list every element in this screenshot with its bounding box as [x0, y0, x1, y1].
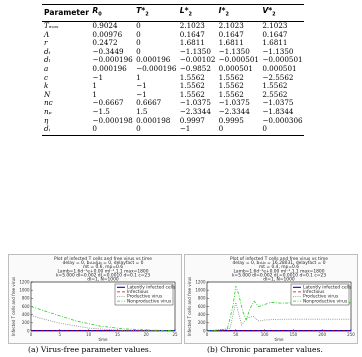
x-tick-label: 100	[260, 332, 269, 337]
table-cell: 0.6667	[136, 98, 162, 108]
table-cell: −1.5	[92, 107, 110, 117]
header-cell: $L*_2$	[178, 5, 217, 22]
table-cell: 1.5562	[218, 81, 244, 91]
legend-entry: Infectious	[127, 290, 149, 296]
table-cell: −1	[178, 125, 217, 135]
table-cell: −0.000501	[218, 55, 259, 65]
table-cell: 0.00976	[92, 29, 123, 39]
table-cell: −1	[136, 81, 147, 91]
table-cell: 0.1647	[262, 29, 288, 39]
chart-title-line: mt = 0.6, mp=0.6	[83, 265, 123, 271]
table-row	[42, 125, 304, 135]
legend-entry: Productive virus	[303, 294, 339, 300]
chart-title-line: k=5.000 dl=0.002 dL=0.0010 d=0.1 c=23	[231, 273, 327, 279]
legend-entry: Nonproductive virus	[127, 299, 172, 305]
table-cell: −1.1350	[262, 46, 294, 56]
table-cell: −1.1350	[179, 46, 211, 56]
table-cell: 1.5562	[179, 72, 205, 82]
table-cell: 0.000198	[136, 115, 171, 125]
table-cell: −0.6667	[92, 98, 124, 108]
y-tick-label: 0	[26, 328, 30, 334]
chart-title-line: Plot of infected T cells and free virus vs time	[54, 257, 152, 262]
chart-panel-virus-free	[8, 254, 182, 344]
table-cell: 0.1647	[218, 29, 244, 39]
table-cell: −0.000198	[92, 115, 133, 125]
table-cell: −0.000196	[92, 55, 133, 65]
parameter-name: a	[44, 64, 49, 74]
y-axis-label: Infected T cells and free virus	[11, 276, 16, 337]
table-cell: −2.5562	[262, 72, 294, 82]
header-cell: $R_0$	[90, 5, 134, 22]
x-tick-label: 250	[347, 332, 355, 337]
chart-chronic	[185, 255, 357, 343]
y-tick-label: 400	[21, 312, 30, 318]
table-cell: 1	[92, 89, 97, 99]
caption-chronic: (b) Chronic parameter values.	[207, 345, 323, 354]
table-cell: 0	[136, 21, 141, 31]
parameter-name: nᴄ	[44, 98, 53, 108]
chart-title-line: Lamb=1.6d⁻¹e+0.00 ml⁻¹,1.1 max=1800	[57, 269, 149, 275]
x-axis-label: time	[98, 337, 108, 342]
table-cell: −1.0375	[262, 98, 294, 108]
table-cell: −0.000306	[262, 115, 303, 125]
y-tick-label: 1000	[19, 287, 30, 293]
table-cell: 1.6811	[262, 38, 288, 48]
table-cell: 1.6811	[179, 38, 205, 48]
parameter-table	[42, 4, 304, 136]
x-tick-label: 15	[114, 332, 120, 337]
header-cell: $V*_2$	[260, 5, 304, 22]
y-tick-label: 200	[197, 320, 206, 326]
table-cell: 0.000501	[262, 64, 297, 74]
x-tick-label: 150	[289, 332, 298, 337]
table-cell: −2.3344	[218, 107, 250, 117]
table-cell: 0.1647	[179, 29, 205, 39]
table-cell: 0	[134, 125, 178, 135]
parameter-name: Λ	[44, 29, 50, 39]
table-cell: 0	[90, 125, 134, 135]
chart-title-line: delay = 0, b₁u₀/μ₀ = 0, delayfact = 0	[62, 261, 144, 267]
x-tick-label: 25	[172, 332, 178, 337]
x-tick-label: 20	[143, 332, 149, 337]
table-cell: 0.000501	[218, 64, 253, 74]
table-cell: −1	[136, 89, 147, 99]
table-cell: −0.000501	[262, 55, 303, 65]
chart-title-line: k=5.000 dl=0.002 dL=0.0010 d=0.1 c=23	[55, 273, 151, 279]
table-cell: 0.9997	[179, 115, 205, 125]
x-tick-label: 200	[318, 332, 327, 337]
table-cell: −1.1350	[218, 46, 250, 56]
x-tick-label: 10	[86, 332, 92, 337]
table-cell: −0.9852	[179, 64, 211, 74]
table-cell: 2.1023	[262, 21, 288, 31]
table-cell: −1.0375	[179, 98, 211, 108]
table-cell: −1	[92, 72, 104, 82]
table-cell: 0	[136, 46, 141, 56]
table-cell: 0.9024	[92, 21, 118, 31]
table-cell: −2.3344	[179, 107, 211, 117]
caption-virus-free: (a) Virus-free parameter values.	[28, 345, 152, 354]
table-cell: −1.0375	[218, 98, 250, 108]
table-cell: 0.000196	[92, 64, 127, 74]
y-tick-label: 400	[197, 312, 206, 318]
table-cell: 1.6811	[218, 38, 244, 48]
table-cell: 1	[136, 72, 141, 82]
parameter-name: dₗ	[44, 55, 51, 65]
parameter-name: η	[44, 115, 49, 125]
chart-title-line: dl=1, N=1000	[263, 277, 295, 283]
table-cell: 1	[92, 81, 97, 91]
y-tick-label: 800	[197, 295, 206, 301]
x-tick-label: 0	[205, 332, 209, 337]
table-cell: 0.000196	[136, 55, 171, 65]
y-tick-label: 1200	[195, 279, 206, 285]
chart-virus-free	[9, 255, 181, 343]
table-cell: 0.9995	[218, 115, 244, 125]
table-cell: −0.000196	[136, 64, 177, 74]
parameter-name: dᵢ	[42, 125, 90, 135]
legend-entry: Infectious	[303, 290, 325, 296]
header-cell: $T*_2$	[134, 5, 178, 22]
y-tick-label: 0	[202, 328, 206, 334]
chart-title-line: dl=1, N=1000	[87, 277, 119, 283]
table-cell: 2.5562	[262, 89, 288, 99]
table-cell: 2.1023	[218, 21, 244, 31]
table-cell: 0	[136, 29, 141, 39]
y-tick-label: 600	[197, 303, 206, 309]
table-cell: 1.5562	[179, 81, 205, 91]
chart-panel-chronic	[184, 254, 358, 344]
x-axis-label: time	[274, 337, 284, 342]
y-tick-label: 1000	[195, 287, 206, 293]
header-cell: Parameter	[42, 5, 90, 22]
table-cell: 1.5	[136, 107, 148, 117]
table-cell: 1.5562	[262, 81, 288, 91]
parameter-name: N	[44, 89, 51, 99]
parameter-name: c	[44, 72, 49, 82]
table-cell: 0	[260, 125, 304, 135]
legend-entry: Nonproductive virus	[303, 299, 348, 305]
x-tick-label: 50	[233, 332, 239, 337]
table-cell: 2.1023	[179, 21, 205, 31]
x-tick-label: 5	[58, 332, 62, 337]
chart-title-line: mt = 0.4, mp=0.6	[259, 265, 299, 271]
parameter-name: dₜ	[44, 46, 51, 56]
table-cell: 1.5562	[218, 89, 244, 99]
table-cell: 1.5562	[179, 89, 205, 99]
table-cell: 0	[217, 125, 261, 135]
parameter-name: k	[44, 81, 49, 91]
y-axis-label: Infected T cells and free virus	[187, 276, 192, 337]
y-tick-label: 800	[21, 295, 30, 301]
legend-entry: Latently infected cells	[303, 285, 352, 291]
table-cell: 1.5562	[218, 72, 244, 82]
table-header-row	[42, 5, 304, 22]
y-tick-label: 200	[21, 320, 30, 326]
parameter-name: nₚ	[44, 107, 52, 117]
chart-title-line: Lamb=1.6d⁻¹e+0.00 ml⁻¹,1.1 max=1800	[233, 269, 325, 275]
legend-entry: Latently infected cells	[127, 285, 176, 291]
y-tick-label: 1200	[19, 279, 30, 285]
legend-entry: Productive virus	[127, 294, 163, 300]
table-cell: −0.3449	[92, 46, 124, 56]
header-cell: $I*_2$	[217, 5, 261, 22]
parameter-name: r	[44, 38, 48, 48]
table-cell: −0.00102	[179, 55, 216, 65]
table-cell: 0.2472	[92, 38, 118, 48]
x-tick-label: 0	[29, 332, 33, 337]
y-tick-label: 600	[21, 303, 30, 309]
parameter-name: Tₘₐₓ	[44, 21, 59, 31]
table-cell: −1.8344	[262, 107, 294, 117]
table-cell: 0	[136, 38, 141, 48]
chart-title-line: delay = 0, b₁u₀ = 16.28031, delayfact = 0	[232, 261, 326, 267]
chart-title-line: Plot of infected T cells and free virus vs time	[230, 257, 328, 262]
